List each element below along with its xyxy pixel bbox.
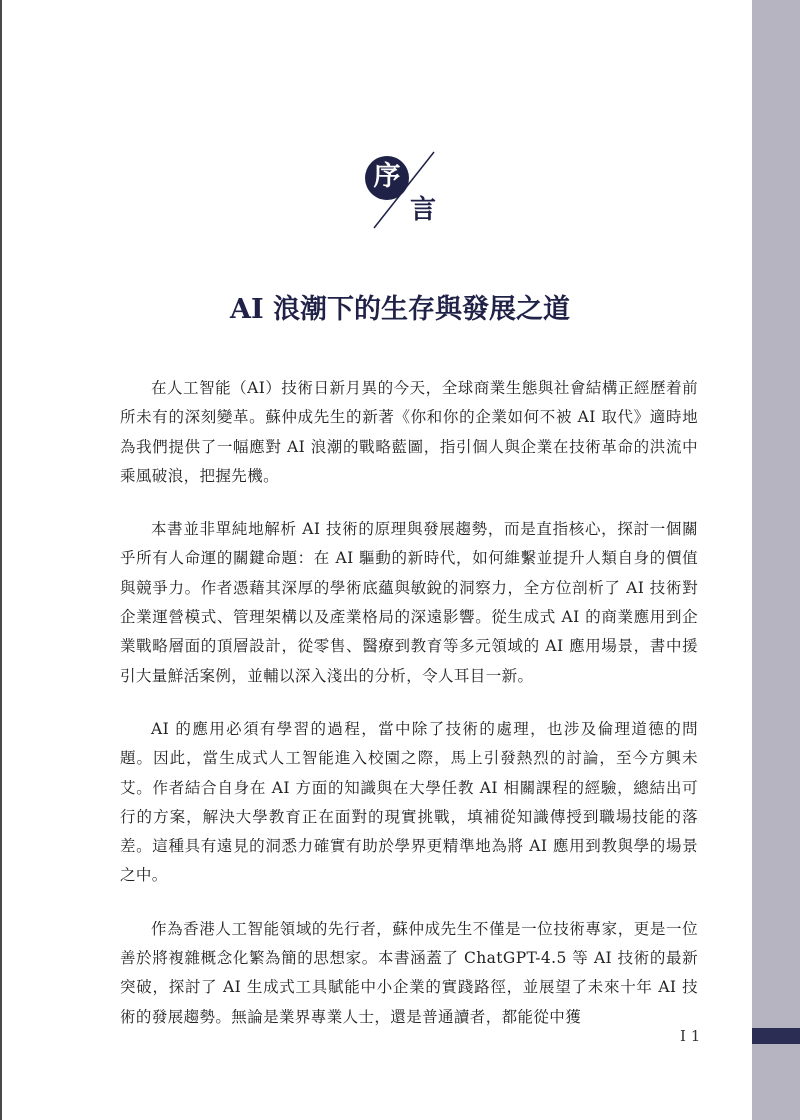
preface-char-yan: 言 — [409, 195, 436, 225]
page-side-strip — [752, 0, 800, 1120]
page-number: I 1 — [680, 1027, 701, 1045]
paragraph-2: 本書並非單純地解析 AI 技術的原理與發展趨勢，而是直指核心，探討一個關乎所有人命運的關鍵命題：在 AI 驅動的新時代，如何維繫並提升人類自身的價值與競爭力。作者憑藉其深厚的學術底蘊與敏銳的洞察力，全方位剖析了 AI 技術對企業運營模式、管理架構以及產業格局的深遠影響。從生成式 AI 的商業應用到企業戰略層面的頂層設計，從零售、醫療到教育等多元領域的 AI 應用場景，書中援引大量鮮活案例，並輔以深入淺出的分析，令人耳目一新。 — [120, 520, 698, 685]
preface-emblem — [364, 150, 444, 230]
page-title: AI 浪潮下的生存與發展之道 — [230, 294, 570, 325]
paragraph-3: AI 的應用必須有學習的過程，當中除了技術的處理，也涉及倫理道德的問題。因此，當生成式人工智能進入校園之際，馬上引發熱烈的討論，至今方興未艾。作者結合自身在 AI 方面的知識與在大學任教 AI 相關課程的經驗，總結出可行的方案，解決大學教育正在面對的現實挑戰，填補從知識傳授到職場技能的落差。這種具有遠見的洞悉力確實有助於學界更精準地為將 AI 應用到教與學的場景之中。 — [120, 719, 698, 885]
body-text — [120, 374, 701, 1056]
chapter-marker — [752, 1028, 800, 1044]
preface-char-xu: 序 — [373, 161, 401, 192]
page-left-edge — [0, 0, 2, 1120]
paragraph-1: 在人工智能（AI）技術日新月異的今天，全球商業生態與社會結構正經歷着前所未有的深刻變革。蘇仲成先生的新著《你和你的企業如何不被 AI 取代》適時地為我們提供了一幅應對 AI 浪潮的戰略藍圖，指引個人與企業在技術革命的洪流中乘風破浪，把握先機。 — [120, 379, 698, 485]
paragraph-4: 作為香港人工智能領域的先行者，蘇仲成先生不僅是一位技術專家，更是一位善於將複雜概念化繁為簡的思想家。本書涵蓋了 ChatGPT-4.5 等 AI 技術的最新突破，探討了 AI 生成式工具賦能中小企業的實踐路徑，並展望了未來十年 AI 技術的發展趨勢。無論是業界專業人士，還是普通讀者，都能從中獲 — [120, 919, 698, 1026]
